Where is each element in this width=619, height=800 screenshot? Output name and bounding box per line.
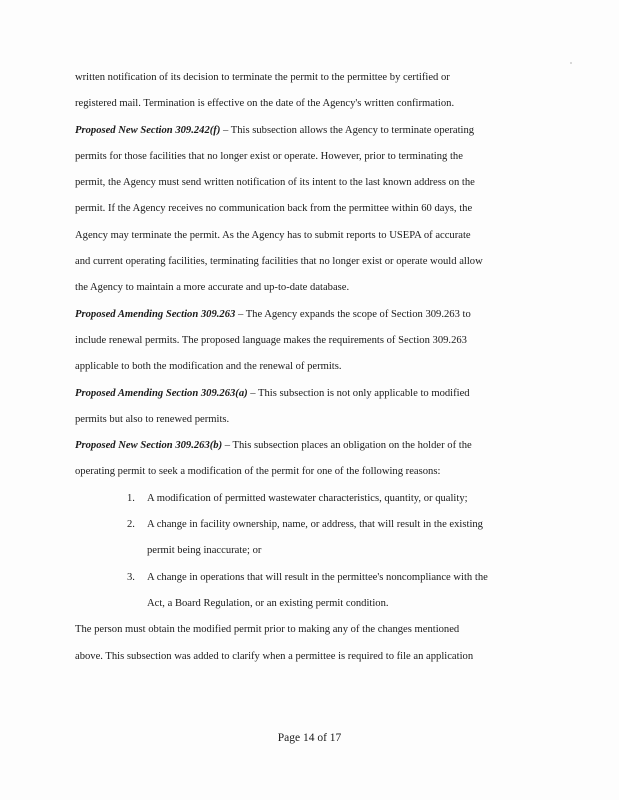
text-line: A change in facility ownership, name, or address, that will result in the existing [147, 519, 483, 531]
text-line: permit, the Agency must send written notification of its intent to the last known address on the [75, 177, 475, 189]
list-number: 1. [127, 492, 135, 504]
text-line: permits but also to renewed permits. [75, 413, 230, 425]
section-heading: Proposed New Section 309.263(b) [75, 440, 223, 452]
text-line: include renewal permits. The proposed language makes the requirements of Section 309.263 [75, 334, 467, 346]
text-run: – This subsection allows the Agency to terminate operating [220, 124, 475, 136]
paragraph-first-line [75, 302, 545, 328]
text-line: and current operating facilities, terminating facilities that no longer exist or operate would allow [75, 256, 483, 268]
text-line: A change in operations that will result in the permittee's noncompliance with the [147, 571, 488, 583]
paragraph-first-line [75, 118, 545, 144]
text-line: permits for those facilities that no longer exist or operate. However, prior to terminating the [75, 150, 463, 162]
section-heading: Proposed New Section 309.242(f) [75, 124, 221, 136]
page-number: Page 14 of 17 [277, 732, 342, 744]
text-line: operating permit to seek a modification of the permit for one of the following reasons: [75, 466, 441, 478]
scan-speck [570, 62, 572, 64]
paragraph-first-line [75, 433, 545, 459]
text-line: permit being inaccurate; or [147, 545, 262, 557]
text-line: the Agency to maintain a more accurate and up-to-date database. [75, 282, 350, 294]
list-number: 2. [127, 519, 135, 531]
section-heading: Proposed Amending Section 309.263(a) [75, 387, 248, 399]
text-line: A modification of permitted wastewater characteristics, quantity, or quality; [147, 492, 468, 504]
list-item [75, 565, 545, 618]
text-line: The person must obtain the modified permit prior to making any of the changes mentioned [75, 624, 460, 636]
list-item [75, 512, 545, 565]
text-line: above. This subsection was added to clarify when a permittee is required to file an application [75, 650, 474, 662]
list-item [75, 486, 545, 512]
text-line: written notification of its decision to terminate the permit to the permittee by certified or [75, 72, 450, 83]
text-line: applicable to both the modification and the renewal of permits. [75, 361, 342, 373]
text-line: registered mail. Termination is effective on the date of the Agency's written confirmation. [75, 98, 455, 110]
text-run: – This subsection places an obligation on the holder of the [222, 440, 472, 452]
paragraph-first-line [75, 381, 545, 407]
reasons-list [75, 486, 545, 617]
text-line: Agency may terminate the permit. As the Agency has to submit reports to USEPA of accurate [75, 229, 471, 241]
list-number: 3. [127, 571, 135, 583]
text-line: Act, a Board Regulation, or an existing permit condition. [147, 597, 389, 609]
body-text [75, 65, 545, 670]
text-run: – This subsection is not only applicable to modified [247, 387, 470, 399]
text-run: – The Agency expands the scope of Section 309.263 to [235, 308, 471, 320]
section-heading: Proposed Amending Section 309.263 [75, 308, 236, 320]
text-line: permit. If the Agency receives no communication back from the permittee within 60 days, the [75, 203, 473, 215]
